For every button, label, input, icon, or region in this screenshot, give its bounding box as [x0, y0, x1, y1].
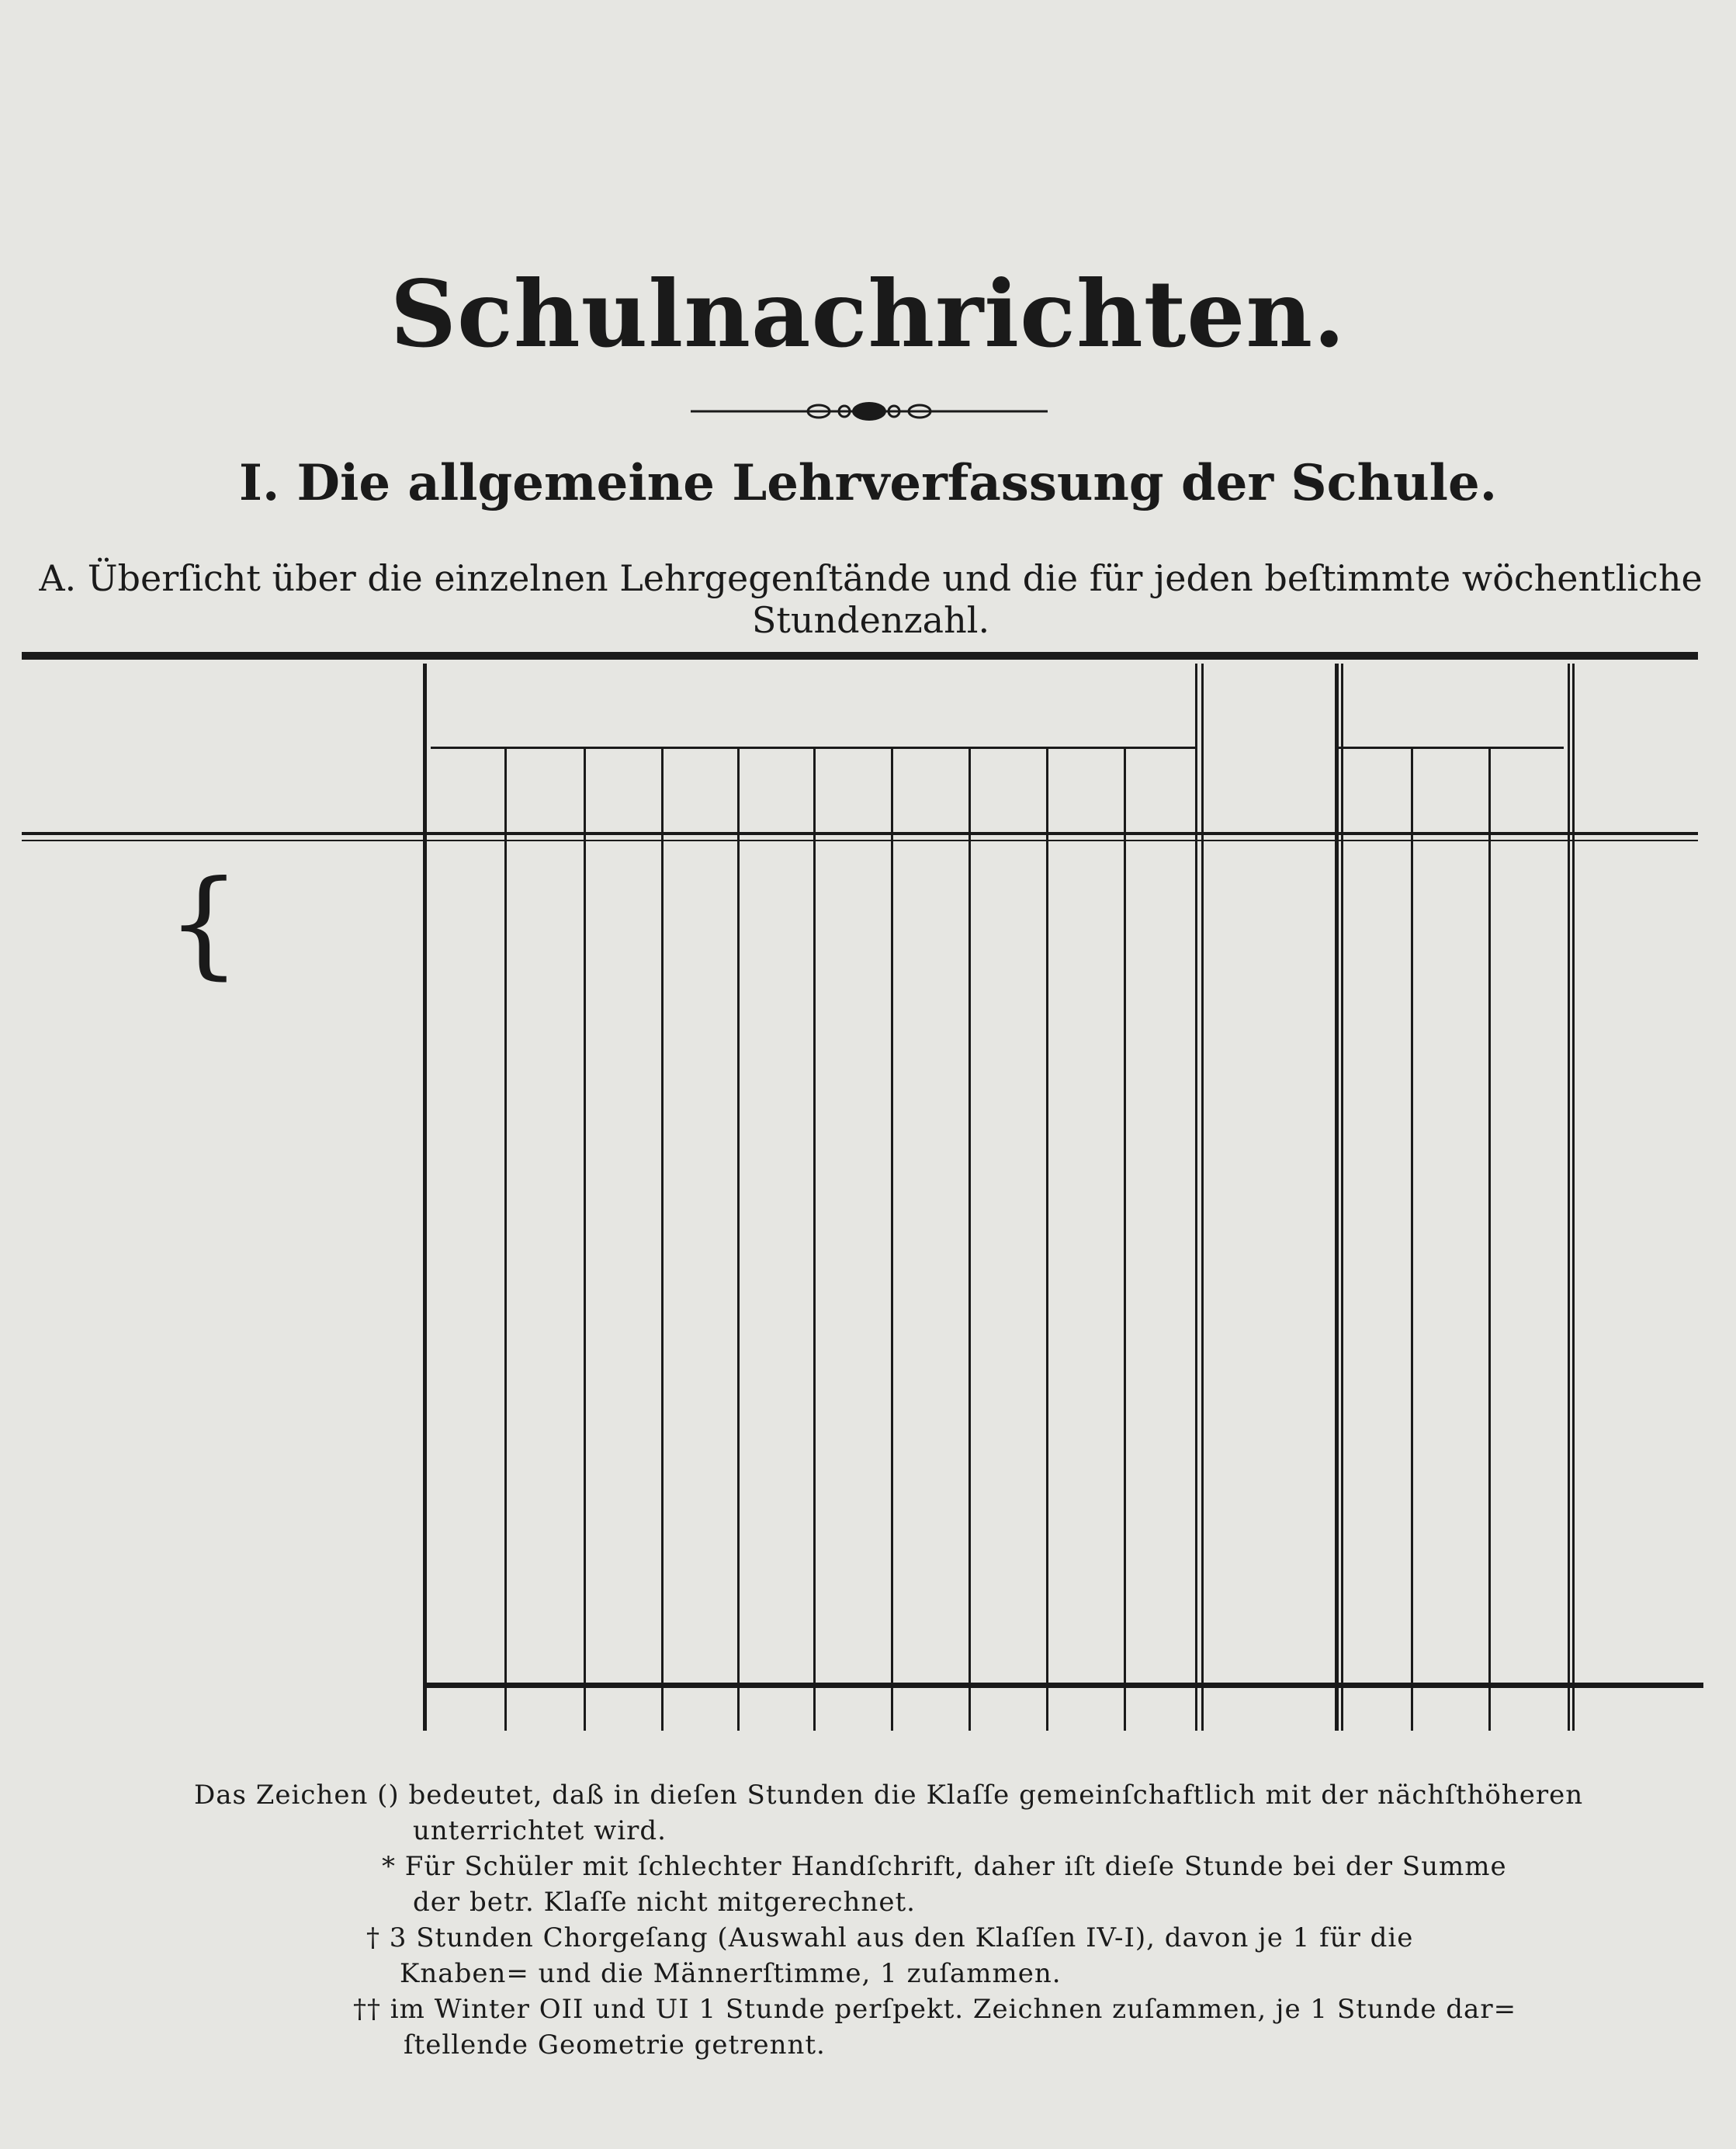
column-divider — [1341, 664, 1343, 1731]
subsection-title: A. Überſicht über die einzelnen Lehrgegenſtände und die für jeden beſtimmte wöchentliche Stundenzahl. — [39, 557, 1703, 641]
totals-top-rule — [423, 1683, 1703, 1688]
column-divider — [968, 749, 971, 1731]
column-divider — [584, 749, 586, 1731]
column-divider — [813, 749, 816, 1731]
footnote-line: Knaben= und die Männerſtimme, 1 zuſammen. — [400, 1958, 1062, 1989]
column-divider — [1335, 664, 1339, 1731]
religion-brace: { — [167, 856, 241, 991]
column-divider — [891, 749, 893, 1731]
footnote-line: ſtellende Geometrie getrennt. — [404, 2029, 826, 2061]
footnote-line: Das Zeichen () bedeutet, daß in dieſen Stunden die Klaſſe gemeinſchaftlich mit der nächſthöheren — [194, 1780, 1584, 1811]
column-divider — [1411, 749, 1413, 1731]
header-bottom-rule — [22, 832, 1698, 835]
page-title: Schulnachrichten. — [390, 260, 1346, 368]
column-divider — [423, 664, 427, 1731]
header-bottom-rule-2 — [22, 840, 1698, 841]
column-divider — [1201, 664, 1204, 1731]
column-divider — [1046, 749, 1048, 1731]
table-top-rule — [22, 652, 1698, 660]
column-divider — [1195, 664, 1197, 1731]
column-divider — [1572, 664, 1575, 1731]
footnote-line: * Für Schüler mit ſchlechter Handſchrift, daher iſt dieſe Stunde bei der Summe — [382, 1851, 1507, 1882]
column-divider — [1568, 664, 1570, 1731]
column-divider — [737, 749, 740, 1731]
ornament-divider — [683, 397, 1055, 425]
column-divider — [661, 749, 664, 1731]
column-divider — [1124, 749, 1126, 1731]
group2-rule — [1339, 747, 1564, 749]
footnote-line: der betr. Klaſſe nicht mitgerechnet. — [413, 1887, 916, 1918]
footnote-line: †† im Winter OII und UI 1 Stunde perſpekt. Zeichnen zuſammen, je 1 Stunde dar= — [353, 1994, 1517, 2025]
footnote-line: unterrichtet wird. — [413, 1815, 667, 1846]
column-divider — [1488, 749, 1491, 1731]
footnote-line: † 3 Stunden Chorgeſang (Auswahl aus den Klaſſen IV-I), davon je 1 für die — [366, 1922, 1414, 1953]
column-divider — [504, 749, 507, 1731]
section-title: I. Die allgemeine Lehrverfassung der Schule. — [239, 454, 1497, 512]
